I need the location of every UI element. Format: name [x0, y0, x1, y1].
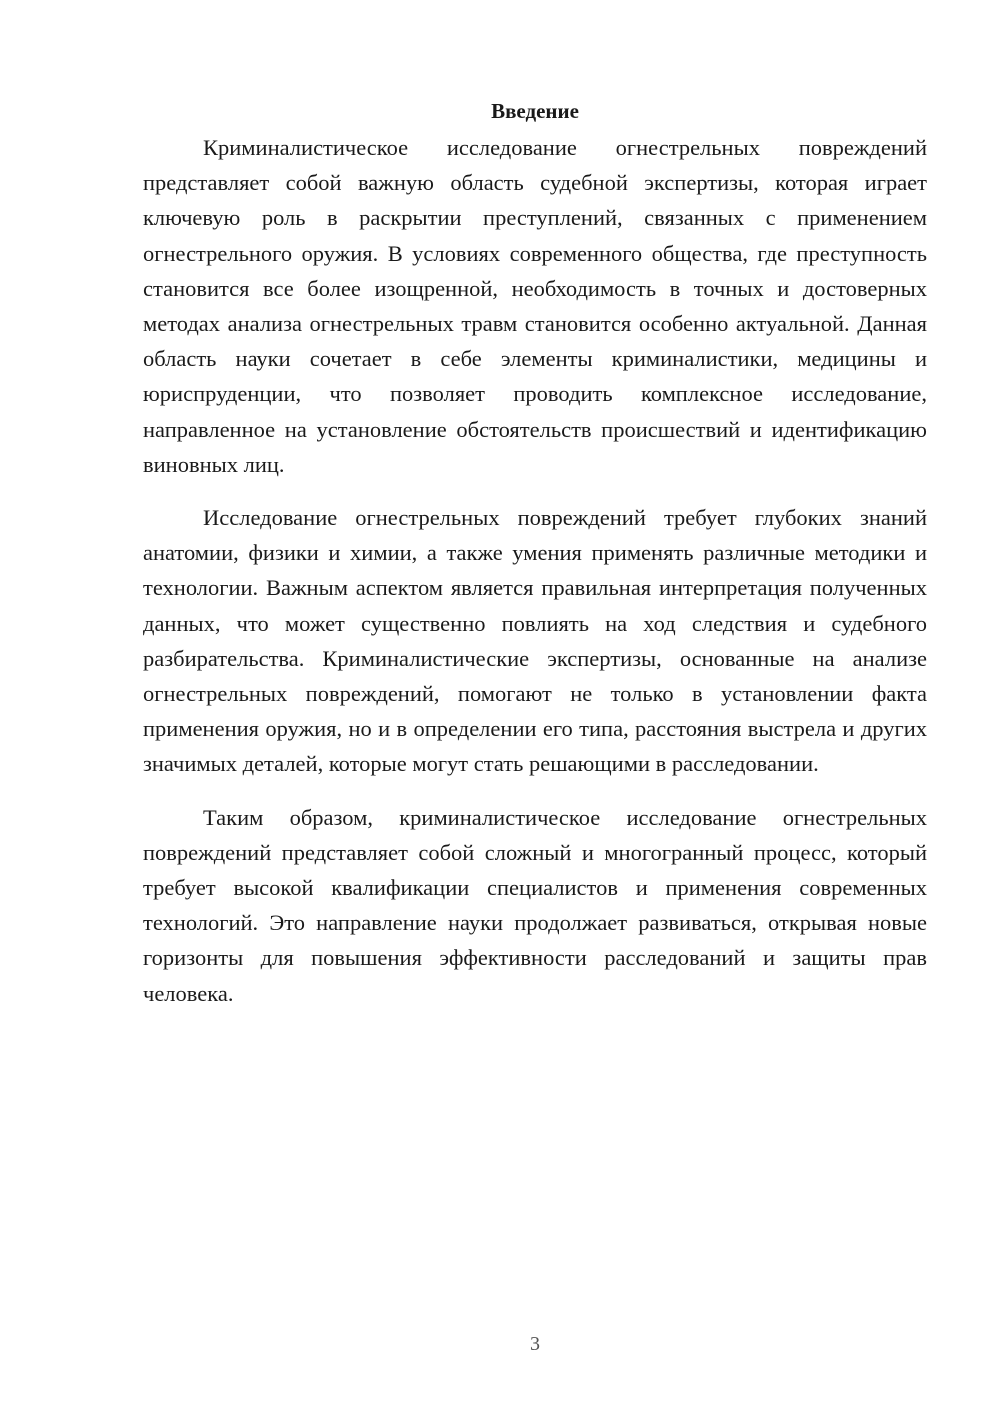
- paragraph-1: Криминалистическое исследование огнестрельных повреждений представляет собой важную область судебной экспертизы, которая играет ключевую роль в раскрытии преступлений, связанных с применением огнестрельного оружия. В условиях современного общества, где преступность становится все более изощренной, необходимость в точных и достоверных методах анализа огнестрельных травм становится особенно актуальной. Данная область науки сочетает в себе элементы криминалистики, медицины и юриспруденции, что позволяет проводить комплексное исследование, направленное на установление обстоятельств происшествий и идентификацию виновных лиц.: [143, 135, 927, 477]
- page-body: [143, 92, 927, 1029]
- paragraph-2: Исследование огнестрельных повреждений требует глубоких знаний анатомии, физики и химии, а также умения применять различные методики и технологии. Важным аспектом является правильная интерпретация полученных данных, что может существенно повлиять на ход следствия и судебного разбирательства. Криминалистические экспертизы, основанные на анализе огнестрельных повреждений, помогают не только в установлении факта применения оружия, но и в определении его типа, расстояния выстрела и других значимых деталей, которые могут стать решающими в расследовании.: [143, 505, 927, 777]
- paragraph-3: Таким образом, криминалистическое исследование огнестрельных повреждений представляет собой сложный и многогранный процесс, который требует высокой квалификации специалистов и применения современных технологий. Это направление науки продолжает развиваться, открывая новые горизонты для повышения эффективности расследований и защиты прав человека.: [143, 804, 927, 1006]
- section-heading: Введение: [491, 99, 579, 123]
- page-number: 3: [530, 1333, 540, 1355]
